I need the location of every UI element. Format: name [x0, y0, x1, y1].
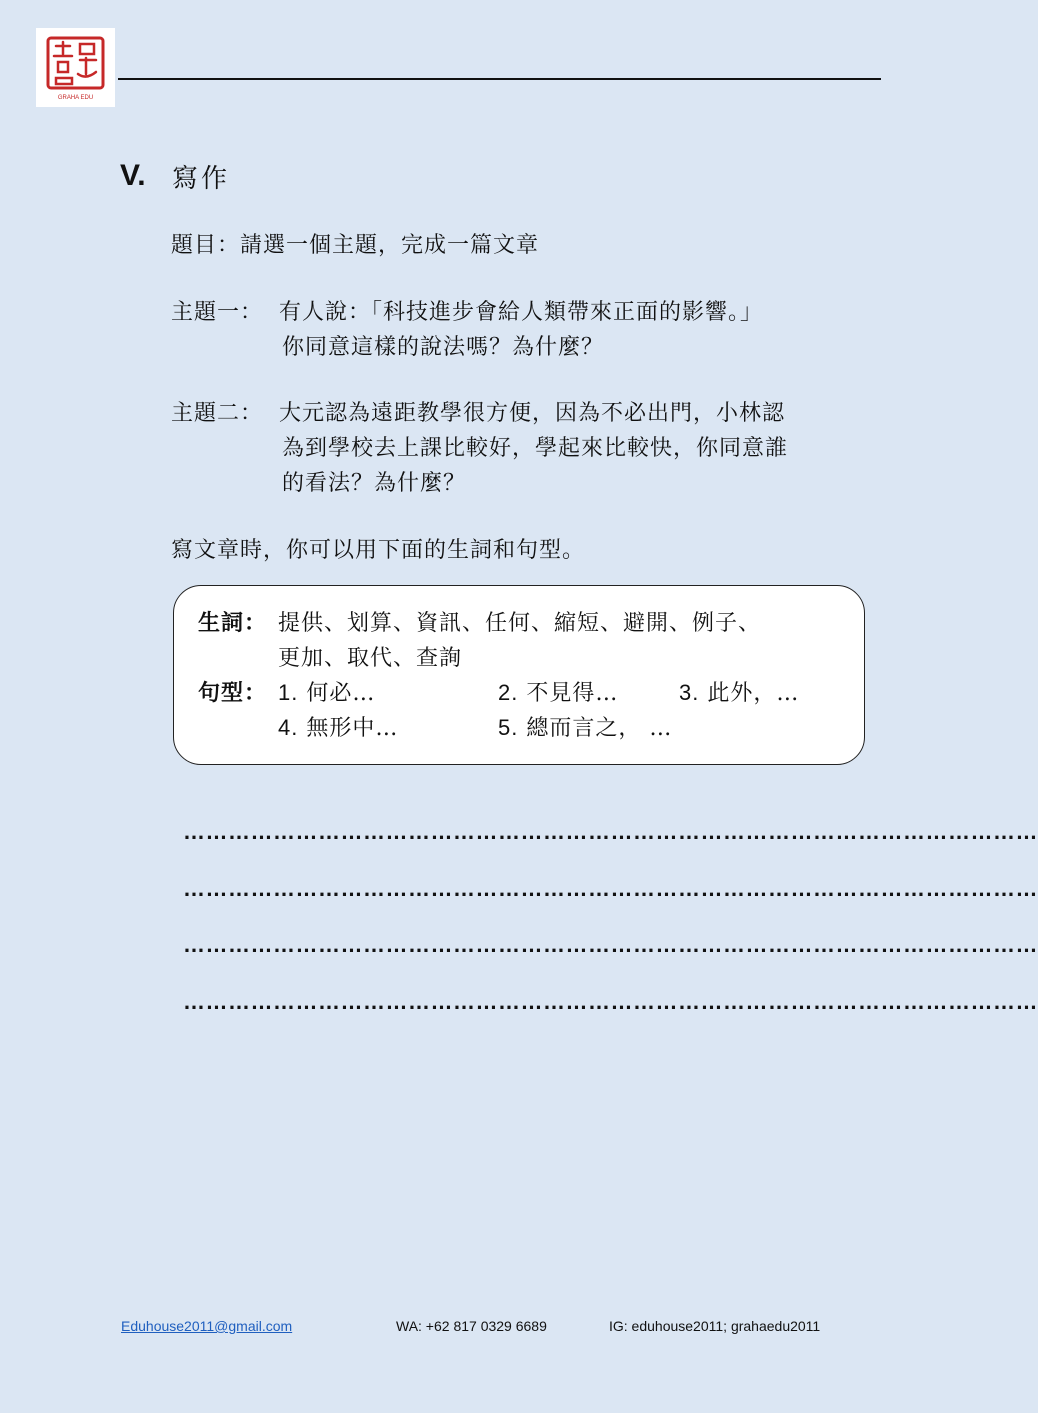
vocab-line-2: 更加、取代、查詢: [278, 646, 463, 671]
pattern-item-3: 3. 此外，…: [679, 680, 800, 706]
topic-2-label: 主題二：: [171, 401, 264, 426]
instruction-text: 寫文章時，你可以用下面的生詞和句型。: [171, 538, 586, 563]
vocab-line-1: 提供、划算、資訊、任何、縮短、避開、例子、: [278, 611, 762, 636]
email-link[interactable]: Eduhouse2011@gmail.com: [121, 1318, 293, 1334]
writing-prompt: 題目：請選一個主題，完成一篇文章: [171, 233, 540, 258]
pattern-item-2: 2. 不見得…: [498, 680, 619, 706]
section-title: 寫作: [172, 163, 231, 194]
topic-2-line-2: 為到學校去上課比較好，學起來比較快，你同意誰: [282, 436, 789, 461]
topic-2-line-1: 大元認為遠距教學很方便，因為不必出門，小林認: [279, 401, 786, 426]
answer-line-4[interactable]: ……………………………………………………………………………………………………: [183, 989, 1038, 1014]
topic-2-line-3: 的看法？為什麼？: [282, 471, 467, 496]
logo-caption: GRAHA EDU: [57, 95, 94, 101]
graha-edu-logo: [36, 28, 115, 107]
seal-icon: [36, 28, 115, 107]
footer-instagram: IG: eduhouse2011; grahaedu2011: [609, 1318, 821, 1334]
answer-line-1[interactable]: ……………………………………………………………………………………………………: [183, 819, 1038, 844]
pattern-item-5: 5. 總而言之， …: [498, 715, 673, 741]
section-heading: [120, 154, 230, 198]
footer-whatsapp: WA: +62 817 0329 6689: [396, 1318, 547, 1334]
topic-1-line-1: 有人說：「科技進步會給人類帶來正面的影響。」: [279, 300, 764, 325]
footer-email[interactable]: [121, 1318, 292, 1334]
header-rule: [118, 78, 881, 80]
answer-line-2[interactable]: ……………………………………………………………………………………………………: [183, 876, 1038, 901]
vocab-pattern-box: [173, 585, 865, 765]
topic-1-line-2: 你同意這樣的說法嗎？為什麼？: [282, 335, 605, 360]
answer-line-3[interactable]: ……………………………………………………………………………………………………: [183, 932, 1038, 957]
pattern-label: 句型：: [198, 680, 268, 706]
vocab-label: 生詞：: [198, 610, 268, 636]
section-number: V.: [120, 159, 146, 192]
topic-1-label: 主題一：: [171, 300, 264, 325]
pattern-item-4: 4. 無形中…: [278, 715, 399, 741]
pattern-item-1: 1. 何必…: [278, 680, 376, 706]
